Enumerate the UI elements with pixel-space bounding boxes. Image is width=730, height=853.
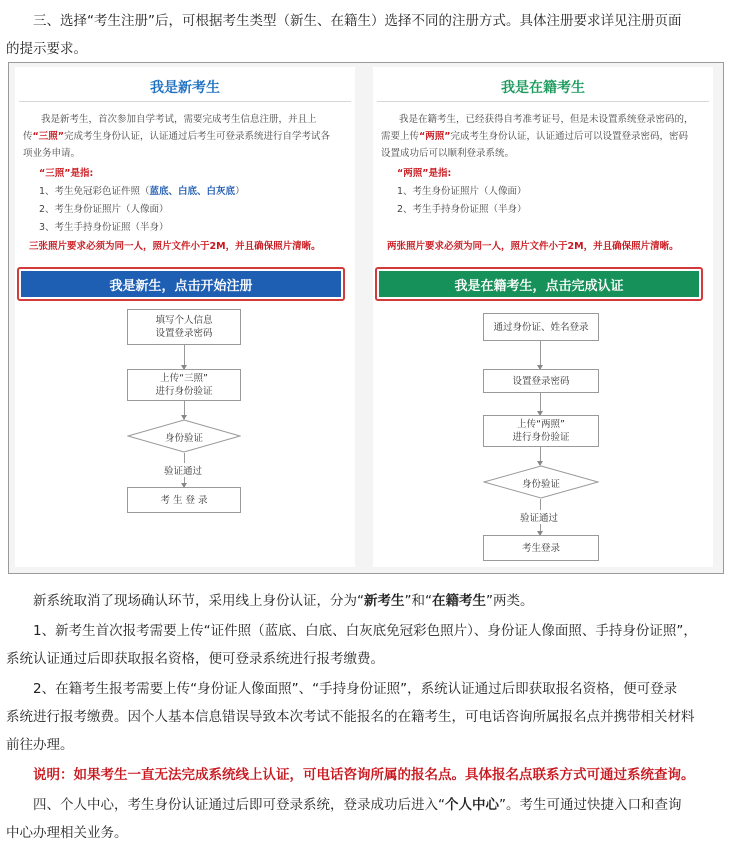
registration-screenshot xyxy=(8,62,724,574)
flow-arrow xyxy=(184,401,185,419)
flow-arrow xyxy=(540,341,541,369)
enrolled-desc-3: 设置成功后可以顺利登录系统。 xyxy=(381,148,515,159)
flow-pass-label: 验证通过 xyxy=(518,510,560,524)
new-student-button-frame xyxy=(17,267,345,301)
note-text: 说明：如果考生一直无法完成系统线上认证，可电话咨询所属的报名点。具体报名点联系方式可通过系统查询。 xyxy=(33,767,695,783)
photo-item-1: 1、考生身份证照片（人像面） xyxy=(397,186,527,197)
new-student-desc-2: 传“三照”完成考生身份认证，认证通过后考生可登录系统进行自学考试各 xyxy=(23,131,331,142)
paragraph-new-student-2: 系统认证通过后即获取报名资格，便可登录系统进行报考缴费。 xyxy=(6,651,384,667)
flow-arrow xyxy=(184,345,185,369)
flow-upload-three-photos: 上传“三照” 进行身份验证 xyxy=(127,369,241,401)
photo-item-2: 2、考生手持身份证照（半身） xyxy=(397,204,527,215)
flow-fill-info: 填写个人信息 设置登录密码 xyxy=(127,309,241,345)
paragraph-enrolled-3: 前往办理。 xyxy=(6,737,74,753)
title-divider xyxy=(19,101,351,102)
paragraph-overview: 新系统取消了现场确认环节，采用线上身份认证，分为“新考生”和“在籍考生”两类。 xyxy=(33,593,534,609)
paragraph-enrolled-2: 系统进行报考缴费。因个人基本信息错误导致本次考试不能报名的在籍考生，可电话咨询所属报名点并携带相关材料 xyxy=(6,709,695,725)
flow-pass-label: 验证通过 xyxy=(162,463,204,477)
enrolled-student-panel xyxy=(373,67,713,567)
flow-arrow xyxy=(540,447,541,465)
photo-item-1: 1、考生免冠彩色证件照（蓝底、白底、白灰底） xyxy=(39,186,245,197)
flow-student-login: 考 生 登 录 xyxy=(127,487,241,513)
flow-set-password: 设置登录密码 xyxy=(483,369,599,393)
enrolled-desc-1: 我是在籍考生，已经获得自考准考证号，但是未设置系统登录密码的， xyxy=(399,114,694,125)
intro-line-1: 三、选择“考生注册”后，可根据考生类型（新生、在籍生）选择不同的注册方式。具体注册要求详见注册页面 xyxy=(33,13,682,29)
photo-warning: 两张照片要求必须为同一人，照片文件小于2M，并且确保照片清晰。 xyxy=(387,241,679,252)
flow-student-login: 考生登录 xyxy=(483,535,599,561)
paragraph-personal-center-2: 中心办理相关业务。 xyxy=(6,825,128,841)
complete-verification-button[interactable]: 我是在籍考生，点击完成认证 xyxy=(379,271,699,297)
paragraph-personal-center-1: 四、个人中心，考生身份认证通过后即可登录系统，登录成功后进入“个人中心”。考生可通过快捷入口和查询 xyxy=(33,797,682,813)
flow-arrow xyxy=(540,393,541,415)
photo-warning: 三张照片要求必须为同一人，照片文件小于2M，并且确保照片清晰。 xyxy=(29,241,321,252)
flow-upload-two-photos: 上传“两照” 进行身份验证 xyxy=(483,415,599,447)
enrolled-student-title: 我是在籍考生 xyxy=(501,80,585,96)
three-photos-heading: “三照”是指: xyxy=(39,168,94,179)
new-student-panel xyxy=(15,67,355,567)
paragraph-new-student-1: 1、新考生首次报考需要上传“证件照（蓝底、白底、白灰底免冠彩色照片）、身份证人像面照、手持身份证照”， xyxy=(33,623,697,639)
new-student-title: 我是新考生 xyxy=(150,80,220,96)
enrolled-button-frame xyxy=(375,267,703,301)
intro-line-2: 的提示要求。 xyxy=(6,41,87,57)
start-registration-button[interactable]: 我是新生，点击开始注册 xyxy=(21,271,341,297)
title-divider xyxy=(377,101,709,102)
flow-id-login: 通过身份证、姓名登录 xyxy=(483,313,599,341)
two-photos-heading: “两照”是指: xyxy=(397,168,452,179)
new-student-desc-1: 我是新考生，首次参加自学考试，需要完成考生信息注册，并且上 xyxy=(41,114,317,125)
enrolled-desc-2: 需要上传“两照”完成考生身份认证，认证通过后可以设置登录密码，密码 xyxy=(381,131,689,142)
paragraph-enrolled-1: 2、在籍考生报考需要上传“身份证人像面照”、“手持身份证照”，系统认证通过后即获取报名资格，便可登录 xyxy=(33,681,678,697)
flow-decision-label: 身份验证 xyxy=(521,479,560,490)
photo-item-2: 2、考生身份证照片（人像面） xyxy=(39,204,169,215)
photo-item-3: 3、考生手持身份证照（半身） xyxy=(39,222,169,233)
new-student-desc-3: 项业务申请。 xyxy=(23,148,81,159)
flow-decision-label: 身份验证 xyxy=(164,433,203,444)
